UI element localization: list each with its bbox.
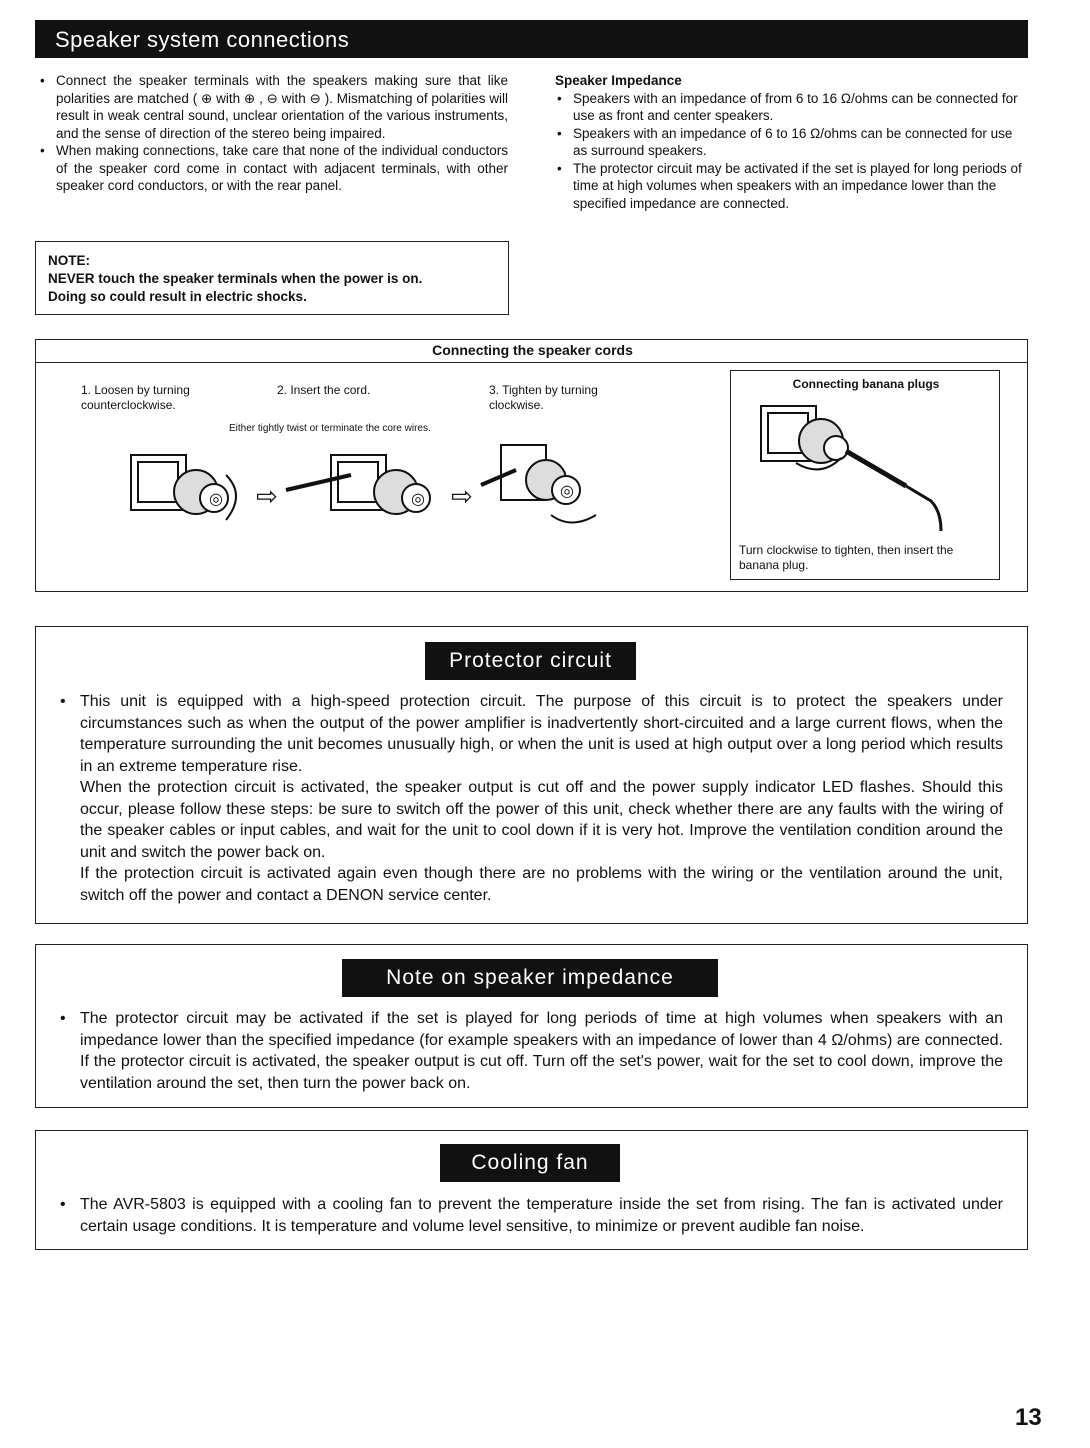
fan-text bbox=[58, 1194, 1003, 1237]
list-item: • The protector circuit may be activated if the set is played for long periods of time at high volumes when speakers with an impedance lower than the specified impedance are connected. bbox=[555, 160, 1025, 213]
banana-box bbox=[730, 370, 1000, 580]
arrow-icon: ⇨ bbox=[256, 482, 278, 512]
cords-title: Connecting the speaker cords bbox=[432, 342, 633, 358]
cord-steps-illustration bbox=[126, 440, 726, 540]
note-line-1: NEVER touch the speaker terminals when the power is on. bbox=[48, 271, 423, 286]
svg-text:◎: ◎ bbox=[560, 483, 574, 500]
list-item: • Connect the speaker terminals with the speakers making sure that like polarities are matched ( ⊕ with ⊕ , ⊖ with ⊖ ). Mismatching of polarities will result in weak central sound, unclear orientation of the various instruments, and the sense of direction of the stereo being impaired. bbox=[38, 72, 508, 142]
list-item: • When making connections, take care that none of the individual conductors of the speaker cord come in contact with adjacent terminals, with other speaker cord conductors, or with the rear panel. bbox=[38, 142, 508, 195]
banana-caption: Turn clockwise to tighten, then insert the banana plug. bbox=[739, 543, 954, 572]
arrow-icon: ⇨ bbox=[451, 482, 473, 512]
protector-para-1: • This unit is equipped with a high-speed protection circuit. The purpose of this circuit is to protect the speakers under circumstances such as when the output of the power amplifier is inadvertently short-circuited and a large current flows, when the temperature surrounding the unit becomes unusually high, or when the unit is used at high output over a long period which results in an extreme temperature rise. bbox=[58, 691, 1003, 777]
step-3: 3. Tighten by turning clockwise. bbox=[489, 383, 598, 412]
list-item: • Speakers with an impedance of 6 to 16 Ω/ohms can be connected for use as surround speakers. bbox=[555, 125, 1025, 160]
section-title-bar bbox=[35, 20, 1028, 58]
banana-plug-illustration bbox=[756, 396, 976, 541]
impedance-note-text bbox=[58, 1008, 1003, 1094]
section-title: Speaker system connections bbox=[55, 27, 350, 52]
twist-hint: Either tightly twist or terminate the core wires. bbox=[229, 423, 431, 434]
terminal-step-3 bbox=[481, 445, 596, 523]
fan-title: Cooling fan bbox=[440, 1144, 620, 1182]
protector-para-3: If the protection circuit is activated again even though there are no problems with the wiring or the ventilation around the unit, switch off the power and contact a DENON service center. bbox=[80, 865, 1003, 904]
page-number: 13 bbox=[1015, 1404, 1042, 1431]
step-1: 1. Loosen by turning counterclockwise. bbox=[81, 383, 190, 412]
impedance-heading: Speaker Impedance bbox=[555, 73, 682, 88]
connection-notes bbox=[38, 72, 508, 195]
svg-text:◎: ◎ bbox=[411, 491, 425, 508]
note-line-2: Doing so could result in electric shocks. bbox=[48, 289, 307, 304]
impedance-note-title: Note on speaker impedance bbox=[342, 959, 718, 997]
fan-para: • The AVR-5803 is equipped with a cooling fan to prevent the temperature inside the set from rising. The fan is activated under certain usage conditions. It is temperature and volume level sensitive, to minimize or prevent audible fan noise. bbox=[58, 1194, 1003, 1237]
list-item: • Speakers with an impedance of from 6 to 16 Ω/ohms can be connected for use as front and center speakers. bbox=[555, 90, 1025, 125]
svg-text:◎: ◎ bbox=[209, 491, 223, 508]
step-2: 2. Insert the cord. bbox=[277, 383, 371, 397]
terminal-step-1 bbox=[131, 455, 236, 520]
speaker-impedance bbox=[555, 72, 1025, 212]
protector-para-2: When the protection circuit is activated, the speaker output is cut off and the power supply indicator LED flashes. Should this occur, please follow these steps: be sure to switch off the power of this unit, check whether there are any faults with the wiring of the speaker cables or input cables, and wait for the unit to cool down if it is very hot. Improve the ventilation condition around the unit and switch the power back on. bbox=[80, 779, 1003, 861]
protector-text bbox=[58, 691, 1003, 906]
cords-frame bbox=[35, 339, 1028, 592]
note-box bbox=[35, 241, 509, 315]
banana-title: Connecting banana plugs bbox=[792, 377, 940, 391]
impedance-note-para: • The protector circuit may be activated if the set is played for long periods of time at high volumes when speakers with an impedance lower than the specified impedance (for example speakers with an impedance of lower than 4 Ω/ohms) are connected. If the protector circuit is activated, the speaker output is cut off. Turn off the set's power, wait for the set to cool down, improve the ventilation around the set, then turn the power back on. bbox=[58, 1008, 1003, 1094]
protector-title: Protector circuit bbox=[425, 642, 636, 680]
note-label: NOTE: bbox=[48, 253, 90, 268]
terminal-step-2 bbox=[286, 455, 430, 514]
